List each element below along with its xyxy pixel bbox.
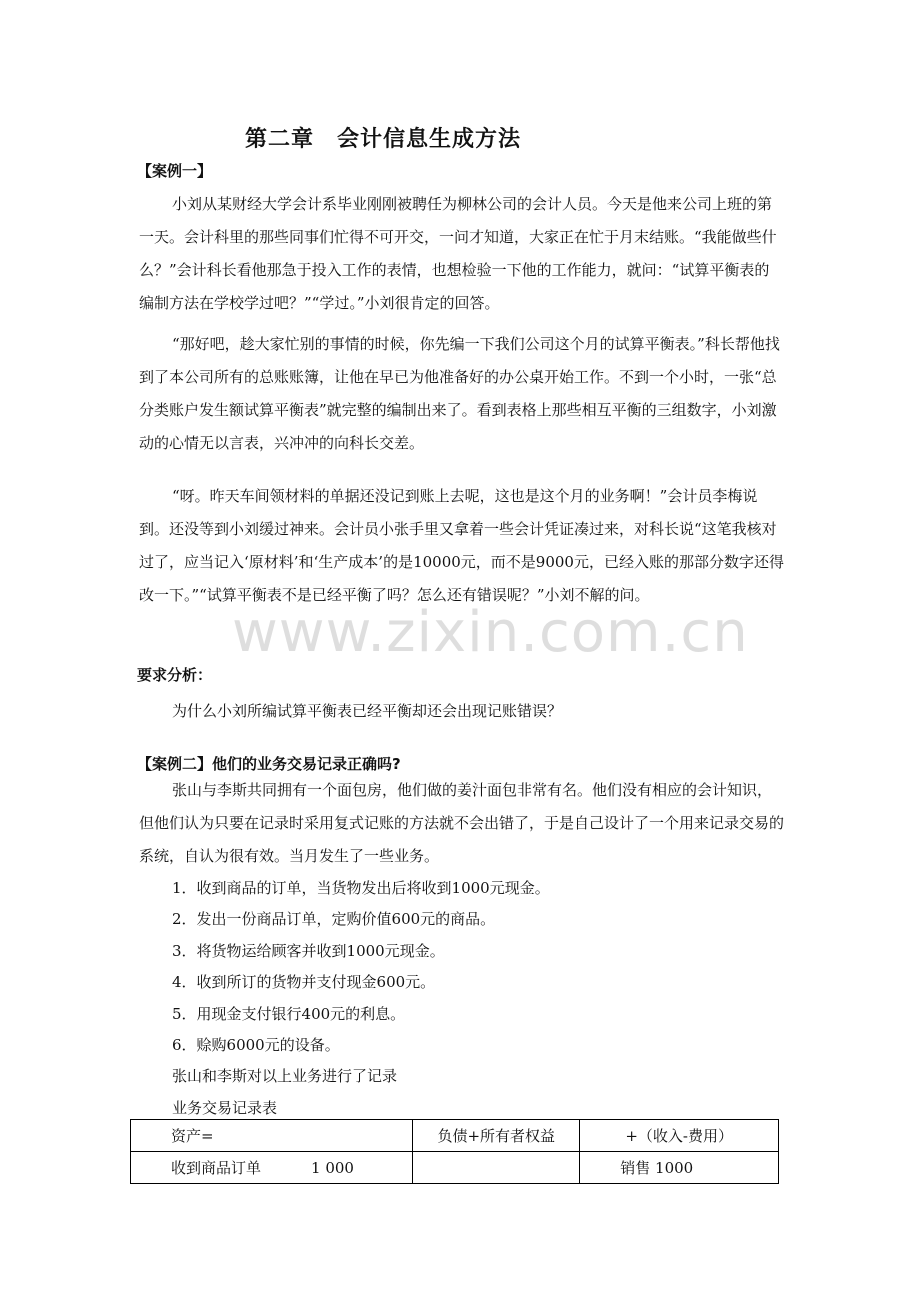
chapter-title: 第二章 会计信息生成方法 bbox=[245, 127, 522, 152]
analysis-heading: 要求分析： bbox=[137, 666, 213, 684]
transaction-record-table bbox=[130, 1119, 779, 1184]
table-header-row bbox=[131, 1120, 779, 1152]
case2-intro bbox=[139, 774, 784, 873]
case1-paragraph-3-text: “呀。昨天车间领材料的单据还没记到账上去呢，这也是这个月的业务啊！”会计员李梅说到。还没等到小刘缓过神来。会计员小张手里又拿着一些会计凭证凑过来，对科长说“这笔我核对过了，应当记入‘原材料’和‘生产成本’的是10000元，而不是9000元，已经入账的那部分数字还得改一下。”“试算平衡表不是已经平衡了吗？怎么还有错误呢？”小刘不解的问。 bbox=[139, 487, 784, 604]
cell-income: 销售 1000 bbox=[580, 1152, 779, 1184]
case1-paragraph-1 bbox=[139, 188, 784, 320]
table-row bbox=[131, 1152, 779, 1184]
header-income-expense: +（收入-费用） bbox=[580, 1120, 779, 1152]
case2-intro-text: 张山与李斯共同拥有一个面包房，他们做的姜汁面包非常有名。他们没有相应的会计知识，但他们认为只要在记录时采用复式记账的方法就不会出错了，于是自己设计了一个用来记录交易的系统，自认为很有效。当月发生了一些业务。 bbox=[139, 781, 785, 865]
asset-label: 收到商品订单 bbox=[171, 1159, 262, 1177]
list-item: 1．收到商品的订单，当货物发出后将收到1000元现金。 bbox=[172, 879, 550, 897]
list-item: 3．将货物运给顾客并收到1000元现金。 bbox=[172, 942, 445, 960]
list-item: 5．用现金支付银行400元的利息。 bbox=[172, 1005, 406, 1023]
table-title: 业务交易记录表 bbox=[172, 1099, 278, 1117]
case2-heading: 【案例二】他们的业务交易记录正确吗? bbox=[137, 755, 401, 773]
record-note: 张山和李斯对以上业务进行了记录 bbox=[172, 1067, 398, 1085]
cell-liabilities bbox=[413, 1152, 580, 1184]
list-item: 4．收到所订的货物并支付现金600元。 bbox=[172, 973, 436, 991]
list-item: 6．赊购6000元的设备。 bbox=[172, 1036, 340, 1054]
list-item: 2．发出一份商品订单，定购价值600元的商品。 bbox=[172, 910, 496, 928]
case1-paragraph-2 bbox=[139, 328, 784, 460]
asset-amount: 1 000 bbox=[311, 1159, 354, 1177]
case1-paragraph-2-text: “那好吧，趁大家忙别的事情的时候，你先编一下我们公司这个月的试算平衡表。”科长帮他找到了本公司所有的总账账簿，让他在早已为他准备好的办公桌开始工作。不到一个小时，一张“总分类账户发生额试算平衡表”就完整的编制出来了。看到表格上那些相互平衡的三组数字，小刘激动的心情无以言表，兴冲冲的向科长交差。 bbox=[139, 335, 780, 452]
cell-assets bbox=[131, 1152, 413, 1184]
header-assets: 资产= bbox=[131, 1120, 413, 1152]
analysis-question: 为什么小刘所编试算平衡表已经平衡却还会出现记账错误？ bbox=[172, 702, 563, 720]
case1-heading: 【案例一】 bbox=[137, 162, 213, 180]
watermark: www.zixin.com.cn bbox=[232, 600, 749, 665]
case1-paragraph-1-text: 小刘从某财经大学会计系毕业刚刚被聘任为柳林公司的会计人员。今天是他来公司上班的第一天。会计科里的那些同事们忙得不可开交，一问才知道，大家正在忙于月末结账。“我能做些什么？”会计科长看他那急于投入工作的表情，也想检验一下他的工作能力，就问：“试算平衡表的编制方法在学校学过吧？”“学过。”小刘很肯定的回答。 bbox=[139, 195, 777, 312]
case1-paragraph-3 bbox=[139, 480, 784, 612]
header-liabilities-equity: 负债+所有者权益 bbox=[413, 1120, 580, 1152]
